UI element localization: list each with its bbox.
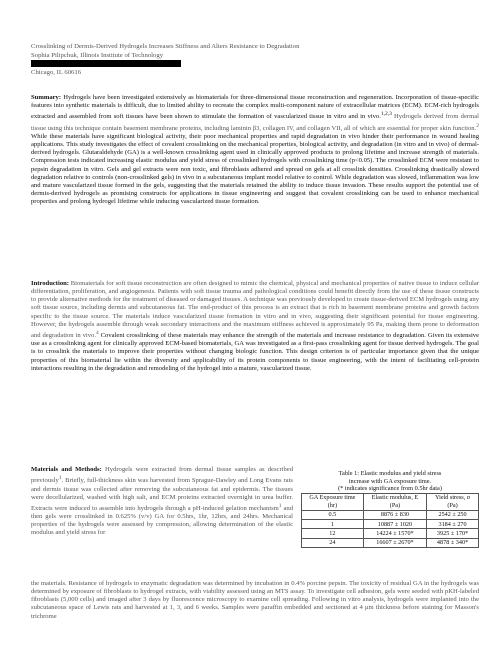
table-1-caption bbox=[301, 470, 479, 493]
table-cell: 2542 ± 250 bbox=[427, 510, 479, 519]
table-row bbox=[302, 529, 479, 538]
table-1-caption-line-2: increase with GA exposure time. bbox=[348, 477, 432, 485]
table-1-caption-line-1: Table 1: Elastic modulus and yield stress bbox=[338, 470, 442, 477]
methods-text-full: the materials. Resistance of hydrogels to enzymatic degradation was determined by incubation in 0.4% porcine pepsin. The toxicity of residual GA in the hydrogels was determined by exposure of fibroblasts to hydrogel extracts, with viability assessed using an MTS assay. To investigate cell adhesion, gels were seeded with pKH-labeled fibroblasts (5,000 cells) and imaged after 3 days by fluorescence microscopy to examine cell spreading. Following in vitro analysis, hydrogels were implanted into the subcutaneous space of Lewis rats and harvested at 1, 3, and 6 weeks. Samples were paraffin embedded and sectioned at 4 μm thickness before staining for Masson's trichrome bbox=[31, 580, 479, 620]
introduction-text-1: Biomaterials for soft tissue reconstruction are often designed to mimic the chemical, physical and mechanical properties of native tissue to induce cellular differentiation, proliferation, and angiogenesis. Patients with soft tissue trauma and pathological conditions could benefit directly from the use of these tissue constructs to provide alternative methods for the treatment of diseased or damaged tissues. A technique was previously developed to create tissue-derived ECM hydrogels using any soft tissue source, including dermis and subcutaneous fat. The end-product of this process is an extract that is rich in basement membrane proteins and growth factors specific to the tissue source. The materials induce vascularized tissue formation in vitro and in vivo, suggesting their significant potential for tissue engineering. However, the hydrogels assemble through weak secondary interactions and the maximum stiffness achieved is approximately 95 Pa, making them prone to deformation and degradation in vivo. bbox=[31, 280, 479, 340]
summary-text-1: Hydrogels have been investigated extensively as biomaterials for three-dimensional tissue reconstruction and regeneration. Incorporation of tissue-specific features into synthetic materials is difficult, due to limited ability to recreate the complex multi-component nature of extracellular matrices (ECM). ECM-rich hydrogels extracted and assembled from soft tissues have been shown to stimulate the formation of vascularized tissue in vitro and in vivo. bbox=[31, 94, 479, 121]
methods-heading: Materials and Methods: bbox=[31, 466, 102, 473]
summary-heading: Summary: bbox=[31, 94, 62, 101]
table-row bbox=[302, 520, 479, 529]
summary-citation-2: 2 bbox=[476, 122, 479, 129]
methods-text-3: and then gels were crosslinked in 0.625% (v/v) GA for 0.5hrs, 1hr, 12hrs, and 24hrs. Mechanical properties of the hydrogels were assessed by compression, allowing determination of the elastic modulus and yield stress for bbox=[31, 505, 293, 537]
redacted-line bbox=[31, 60, 479, 69]
summary-text-3: While these materials have significant biological activity, their poor mechanical properties and rapid degradation in vivo hinder their performance in wound healing applications. This study investigates the effect of covalent crosslinking on the mechanical properties, biological activity, and degradation (in vitro and in vivo) of dermal-derived hydrogels. Glutaraldehyde (GA) is a well-known crosslinking agent used in clinically approved products to prolong lifetime and increase strength of materials. Compression tests indicated increasing elastic modulus and yield stress of crosslinked hydrogels with crosslinking time (p<0.05). The crosslinked ECM were resistant to pepsin degradation in vitro. Gels and gel extracts were non toxic, and fibroblasts adhered and spread on gels at all crosslink densities. Crosslinking drastically slowed degradation relative to controls (non-crosslinked gels) in vivo in a subcutaneous implant model relative to control. While degradation was slowed, inflammation was low and mature vascularized tissue formed in the gels, suggesting that the materials retained the ability to induce tissue invasion. These results support the potential use of dermis-derived hydrogels as promising constructs for applications in tissue engineering and suggest that covalent crosslinking can be used to enhance mechanical properties and prolong hydrogel lifetime while inducing vascularized tissue formation. bbox=[31, 133, 479, 206]
paper-header bbox=[31, 43, 479, 77]
methods-text-2: . Briefly, full-thickness skin was harvested from Sprague-Dawley and Long Evans rats and dermis tissue was collected after removing the subcutaneous fat and epidermis. The tissues were decellularized, washed with high salt, and ECM proteins extracted overnight in urea buffer. Extracts were induced to assemble into hydrogels through a pH-induced gelation mechanism bbox=[31, 477, 293, 512]
summary-text-2: Hydrogels derived from dermal tissue using this technique contain basement membrane proteins, including laminin β3, collagen IV, and collagen VII, all of which are essential for proper skin function. bbox=[31, 113, 479, 132]
table-cell: 24 bbox=[302, 538, 364, 547]
methods-text-1: Hydrogels were extracted from dermal tissue samples as described previously bbox=[31, 466, 294, 485]
paper-title: Crosslinking of Dermis-Derived Hydrogels Increases Stiffness and Alters Resistance to Degradation bbox=[31, 43, 300, 50]
summary-section bbox=[31, 94, 479, 206]
table-cell: 3925 ± 170* bbox=[427, 529, 479, 538]
table-cell: 0.5 bbox=[302, 510, 364, 519]
methods-citation-2: 1 bbox=[278, 502, 282, 509]
summary-citation-1: 1,2,3 bbox=[380, 111, 392, 118]
redaction-bar bbox=[31, 60, 181, 67]
table-row bbox=[302, 510, 479, 519]
paper-location: Chicago, IL 60616 bbox=[31, 68, 82, 76]
table-1 bbox=[301, 470, 479, 548]
methods-continued bbox=[31, 580, 479, 621]
table-cell: 16607 ± 2670* bbox=[363, 538, 426, 547]
table-cell: 1 bbox=[302, 520, 364, 529]
paper-authors: Sophia Pilipchuk, Illinois Institute of Technology bbox=[31, 51, 164, 59]
introduction-heading: Introduction: bbox=[31, 280, 69, 287]
table-cell: 12 bbox=[302, 529, 364, 538]
table-1-header-yield: Yield stress, σ (Pa) bbox=[427, 493, 479, 510]
table-1-caption-line-3: (* indicates significance from 0.5hr data) bbox=[338, 485, 442, 493]
table-1-header-modulus: Elastic modulus, E (Pa) bbox=[363, 493, 426, 510]
table-1-header-exposure: GA Exposure time (hr) bbox=[302, 493, 364, 510]
table-cell: 8876 ± 830 bbox=[363, 510, 426, 519]
table-cell: 3184 ± 270 bbox=[427, 520, 479, 529]
introduction-citation-1: 4 bbox=[95, 329, 99, 336]
methods-citation-1: 1 bbox=[58, 475, 62, 482]
table-row bbox=[302, 538, 479, 547]
table-cell: 4878 ± 340* bbox=[427, 538, 479, 547]
introduction-section bbox=[31, 280, 479, 373]
methods-column bbox=[31, 466, 293, 538]
table-cell: 10887 ± 1020 bbox=[363, 520, 426, 529]
introduction-text-2: Covalent crosslinking of these materials may enhance the strength of the materials and increase resistance to degradation. Given its extensive use as a crosslinking agent for clinically approved ECM-based biomaterials, GA was investigated as a first-pass crosslinking agent for tissue derived hydrogels. The goal is to crosslink the materials to improve their properties without changing biologic function. This design criterion is of particular importance given that the unique properties of this biomaterial lie within the diversity and applicability of its protein components to tissue engineering, with the intent of facilitating cell-protein interactions resulting in the degradation and remodeling of the hydrogel into a mature, vascularized tissue. bbox=[31, 332, 479, 372]
table-1-header-row bbox=[302, 493, 479, 510]
table-cell: 14224 ± 1570* bbox=[363, 529, 426, 538]
